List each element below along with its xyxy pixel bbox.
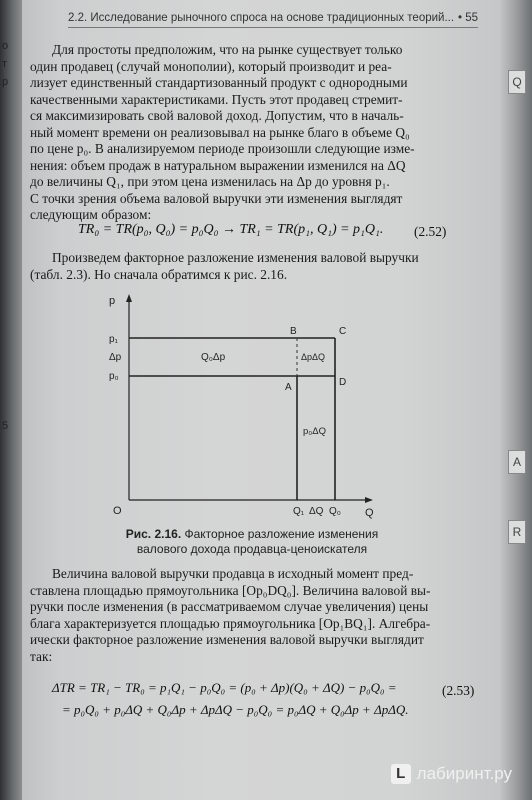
region-dpdq-label: ΔpΔQ (301, 352, 326, 362)
caption-label: Рис. 2.16. (125, 527, 182, 541)
text-line: нения: объем продаж в натуральном выражении изменился на ΔQ (30, 157, 406, 173)
x-axis-arrow (365, 497, 373, 503)
paragraph-3 (30, 566, 478, 665)
text-line: С точки зрения объема валовой выручки эти изменения выглядят (30, 190, 403, 206)
point-a: A (285, 382, 292, 393)
formula-2-53-line-1: ΔTR = TR₁ − TR₀ = p₁Q₁ − p₀Q₀ = (p₀ + Δp)(Q₀ + ΔQ) − p₀Q₀ = (52, 680, 397, 695)
text-line: блага характеризуется площадью прямоугольника [Op₁BQ₁]. Алгебра- (30, 615, 431, 631)
left-edge-glyph: о (2, 40, 9, 52)
text-line: ный момент времени он реализовывал на рынке благо в объеме Q₀ (30, 124, 410, 140)
region-p0dq-label: p₀ΔQ (303, 426, 326, 437)
adjacent-page-right-edge (498, 0, 532, 800)
text-line: лизует единственный стандартизованный продукт с однородными (30, 75, 408, 90)
adjacent-page-left-edge (0, 0, 22, 800)
text-line: ически факторное разложение изменения валовой выручки выглядит (30, 632, 424, 647)
axis-label-p: p (109, 295, 116, 307)
text-line: один продавец (случай монополии), который производит и реа- (30, 58, 392, 74)
formula-2-53-line-2: = p₀Q₀ + p₀ΔQ + Q₀Δp + ΔpΔQ − p₀Q₀ = p₀ΔQ + Q₀Δp + ΔpΔQ. (62, 702, 409, 717)
left-edge-glyph: р (2, 76, 9, 88)
text-line: по цене p₀. В анализируемом периоде произошли следующие изме- (30, 141, 415, 156)
text-line: ручки после изменения (в рассматриваемом случае увеличения) цены (30, 599, 429, 614)
book-page (22, 0, 498, 800)
caption-text: Факторное разложение изменения (184, 527, 379, 541)
text-line: следующим образом: (30, 207, 152, 222)
caption-text-2: валового дохода продавца-ценоискателя (136, 542, 368, 556)
watermark-text: лабиринт.ру (416, 764, 512, 783)
left-edge-glyph: 5 (2, 420, 9, 432)
text-line: до величины Q₁, при этом цена изменилась на Δp до уровня p₁. (30, 174, 390, 189)
label-q1: Q₁ (293, 506, 305, 517)
paragraph-2 (30, 250, 478, 283)
label-p1: p₁ (109, 334, 118, 345)
page-tab: A (508, 450, 526, 474)
region-q0dp-label: Q₀Δp (201, 352, 226, 363)
left-edge-glyph: т (2, 58, 8, 70)
text-line: (табл. 2.3). Но сначала обратимся к рис. 2.16. (30, 266, 288, 282)
origin-label: O (113, 505, 122, 517)
point-b: B (290, 326, 297, 337)
text-line: так: (30, 648, 53, 664)
figure-caption (82, 527, 422, 557)
equation-number-2-52: (2.52) (414, 224, 447, 239)
formula-2-52: TR₀ = TR(p₀, Q₀) = p₀Q₀ → TR₁ = TR(p₁, Q₁) = p₁Q₁. (78, 222, 384, 237)
labirint-logo-icon: L (391, 764, 411, 784)
point-c: C (339, 326, 347, 337)
point-d: D (339, 377, 347, 388)
figure-2-16-diagram (107, 290, 387, 520)
text-line: качественными характеристиками. Пусть этот продавец стремит- (30, 91, 403, 107)
page-number: • 55 (457, 12, 478, 24)
text-line: Величина валовой выручки продавца в исходный момент пред- (52, 566, 414, 581)
label-q0: Q₀ (329, 506, 341, 517)
label-dp: Δp (109, 352, 122, 363)
page-tab: R (508, 520, 526, 544)
equation-number-2-53: (2.53) (442, 683, 475, 698)
text-line: Произведем факторное разложение изменения валовой выручки (52, 250, 419, 265)
page-tab: Q (508, 70, 526, 94)
y-axis-arrow (126, 294, 132, 302)
header-title: 2.2. Исследование рыночного спроса на основе традиционных теорий... (68, 12, 455, 24)
label-dq: ΔQ (309, 506, 324, 517)
text-line: Для простоты предположим, что на рынке существует только (52, 42, 403, 57)
running-header (68, 12, 478, 28)
watermark (391, 764, 512, 784)
axis-label-q: Q (365, 507, 374, 519)
text-line: ся максимизировать свой валовой доход. Допустим, что в началь- (30, 108, 404, 123)
label-p0: p₀ (109, 371, 119, 382)
text-line: ставлена площадью прямоугольника [Op₀DQ₀]. Величина валовой вы- (30, 582, 431, 598)
paragraph-1 (30, 42, 478, 224)
